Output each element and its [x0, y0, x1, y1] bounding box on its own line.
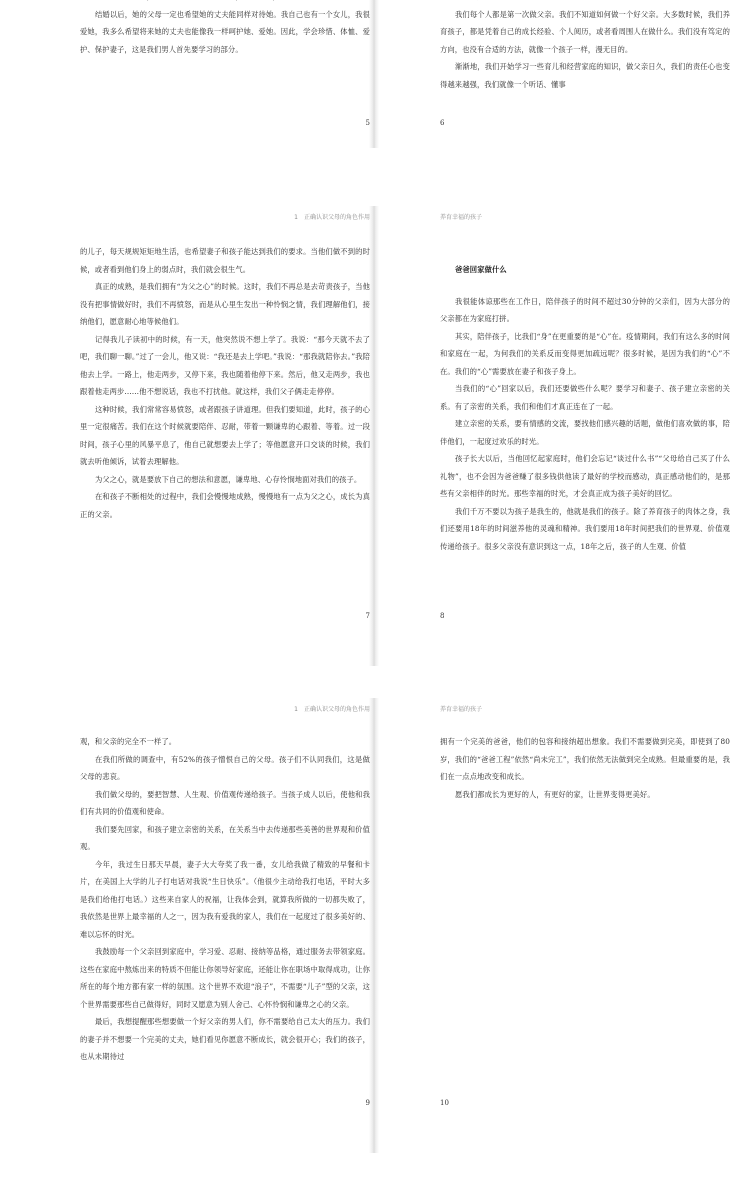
paragraph: 在我们所做的调查中，有52%的孩子憎恨自己的父母。孩子们不认同我们，这是做父母的悲哀。 [80, 754, 370, 781]
page-number: 9 [365, 1099, 370, 1107]
paragraph [80, 0, 370, 6]
page-number: 7 [365, 612, 370, 620]
page-number: 10 [440, 1099, 449, 1107]
paragraph: 观，和父亲的完全不一样了。 [80, 737, 177, 746]
paragraph: 我们做父母的，要把智慧、人生观、价值观传递给孩子。当孩子成人以后，使他和我们有共同的价值观和使命。 [80, 789, 370, 816]
paragraph: 当我们的“心”回家以后，我们还要做些什么呢？要学习和妻子、孩子建立亲密的关系。有了亲密的关系，我们和他们才真正连在了一起。 [440, 384, 730, 411]
book-gutter [369, 0, 379, 148]
page-body [80, 243, 370, 523]
page-10 [440, 698, 730, 1153]
running-header: 养育幸福的孩子 [440, 214, 483, 221]
paragraph: 建立亲密的关系，要有情感的交流，要找他们感兴趣的话题，做他们喜欢做的事，陪伴他们，一起度过欢乐的时光。 [440, 419, 730, 446]
chapter-title: 爸爸回家做什么 [455, 265, 507, 274]
paragraph: 结婚以后，她的父母一定也希望她的丈夫能同样对待她。我自己也有一个女儿，我很爱她，我多么希望将来她的丈夫也能像我一样呵护她、爱她。因此，学会珍惜、体恤、爱护、保护妻子，这是我们男人首先要学习的部分。 [80, 9, 370, 54]
paragraph: 今年，我过生日那天早晨，妻子大大夸奖了我一番，女儿给我做了精致的早餐和卡片，在美国上大学的儿子打电话对我说“生日快乐”。（他很少主动给我打电话，平时大多是我们给他打电话。）这些来自家人的祝福，让我体会到，就算我所做的一切都失败了，我依然是世界上最幸福的人之一，因为我有爱我的家人，我们在一起度过了很多美好的、难以忘怀的时光。 [80, 859, 370, 939]
page-8 [440, 206, 730, 666]
page-number: 8 [440, 612, 445, 620]
spread-1 [0, 0, 750, 148]
spread-2 [0, 206, 750, 666]
paragraph: 其实，陪伴孩子，比我们“身”在更重要的是“心”在。疫情期间，我们有这么多的时间和家庭在一起，为何我们的关系反而变得更加疏远呢？很多时候，是因为我们的“心”不在。我们的“心”需要放在妻子和孩子身上。 [440, 331, 730, 376]
paragraph: 渐渐地，我们开始学习一些育儿和经营家庭的知识，做父亲日久，我们的责任心也变得越来越强，我们就像一个听话、懂事 [440, 62, 730, 89]
page-body [80, 0, 370, 58]
spread-3 [0, 698, 750, 1153]
running-header: 养育幸福的孩子 [440, 706, 483, 713]
running-header: 1 正确认识父母的角色作用 [294, 214, 370, 221]
paragraph: 这种时候，我们常常容易愤怒，或者跟孩子讲道理。但我们要知道，此时，孩子的心里一定很痛苦。我们在这个时候就要陪伴、忍耐，带着一颗谦卑的心跟着、等着。过一段时间，孩子心里的风暴平息了，他自己就想要去上学了；等他愿意开口交谈的时候，我们就去听他倾诉，试着去理解他。 [80, 404, 370, 466]
paragraph: 的儿子，每天规规矩矩地生活，也希望妻子和孩子能达到我们的要求。当他们做不到的时候，或者看到他们身上的弱点时，我们就会很生气。 [80, 247, 370, 274]
page-9 [80, 698, 370, 1153]
paragraph: 我们每个人都是第一次做父亲。我们不知道如何做一个好父亲。大多数时候，我们养育孩子，都是凭着自己的成长经验、个人阅历，或者看周围人在做什么。我们没有笃定的方向，也没有合适的方法，就像一个孩子一样，漫无目的。 [440, 9, 730, 54]
paragraph: 在和孩子不断相处的过程中，我们会慢慢地成熟，慢慢地有一点为父之心，成长为真正的父亲。 [80, 492, 370, 519]
running-header: 1 正确认识父母的角色作用 [294, 706, 370, 713]
paragraph: 拥有一个完美的爸爸，他们的包容和接纳超出想象。我们不需要做到完美，即使到了80岁，我们的“爸爸工程”依然“尚未完工”，我们依然无法做到完全成熟。但最重要的是，我们在一点点地改变和成长。 [440, 737, 730, 781]
paragraph: 记得我儿子读初中的时候，有一天，他突然说不想上学了。我说：“那今天就不去了吧，我们聊一聊。”过了一会儿，他又说：“我还是去上学吧。”我说：“那我就陪你去。”我陪他去上学。一路上，他走两步，又停下来，我也随着他停下来。然后，他又走两步，我也跟着他走两步……他不想说话，我也不打扰他。就这样，我们父子俩走走停停。 [80, 334, 370, 396]
paragraph: 我很能体谅那些在工作日，陪伴孩子的时间不超过30分钟的父亲们，因为大部分的父亲都在为家庭打拼。 [440, 296, 730, 323]
paragraph: 我们千万不要以为孩子是我生的，他就是我们的孩子。除了养育孩子的肉体之身，我们还要用18年的时间滋养他的灵魂和精神。我们要用18年时间把我们的世界观、价值观传递给孩子。很多父亲没有意识到这一点，18年之后，孩子的人生观、价值 [440, 506, 730, 551]
paragraph: 最后，我想提醒那些想要做一个好父亲的男人们，你不需要给自己太大的压力。我们的妻子并不想要一个完美的丈夫，她们看见你愿意不断成长，就会很开心；我们的孩子，也从未期待过 [80, 1017, 370, 1061]
page-5 [80, 0, 370, 148]
page-7 [80, 206, 370, 666]
paragraph: 愿我们都成长为更好的人，有更好的家，让世界变得更美好。 [455, 789, 655, 799]
paragraph: 真正的成熟，是我们拥有“为父之心”的时候。这时，我们不再总是去苛责孩子，当他没有把事情做好时，我们不再愤怒，而是从心里生发出一种怜悯之情，我们理解他们，接纳他们，愿意耐心地等候他们。 [80, 282, 370, 326]
page-body [80, 733, 370, 1066]
book-gutter [369, 698, 379, 1153]
page-number: 5 [365, 119, 370, 127]
paragraph: 我鼓励每一个父亲回到家庭中，学习爱、忍耐、接纳等品格，通过服务去带领家庭。这些在家庭中熬炼出来的特质不但能让你领导好家庭，还能让你在职场中取得成功，让你所在的每个地方都有家一样的氛围。这个世界不欢迎“浪子”，不需要“儿子”型的父亲，这个世界需要那些自己做得好，同时又愿意为别人舍己、心怀怜悯和谦卑之心的父亲。 [80, 947, 370, 1009]
page-body [440, 0, 730, 93]
page-6 [440, 0, 730, 148]
paragraph: 我们要先回家，和孩子建立亲密的关系，在关系当中去传递那些美善的世界观和价值观。 [80, 824, 370, 851]
page-body [440, 261, 730, 555]
paragraph: 为父之心，就是要放下自己的想法和意愿，谦卑地、心存怜悯地面对我们的孩子。 [95, 474, 362, 484]
book-gutter [369, 206, 379, 666]
paragraph: 孩子长大以后，当他回忆起家庭时，他们会忘记“谈过什么书”“父母给自己买了什么礼物”，也不会因为爸爸赚了很多钱供他读了最好的学校而感动，真正感动他们的，是那些有父亲相伴的时光。那些幸福的时光，才会真正成为孩子美好的回忆。 [440, 454, 730, 498]
page-body [440, 733, 730, 803]
page-number: 6 [440, 119, 445, 127]
